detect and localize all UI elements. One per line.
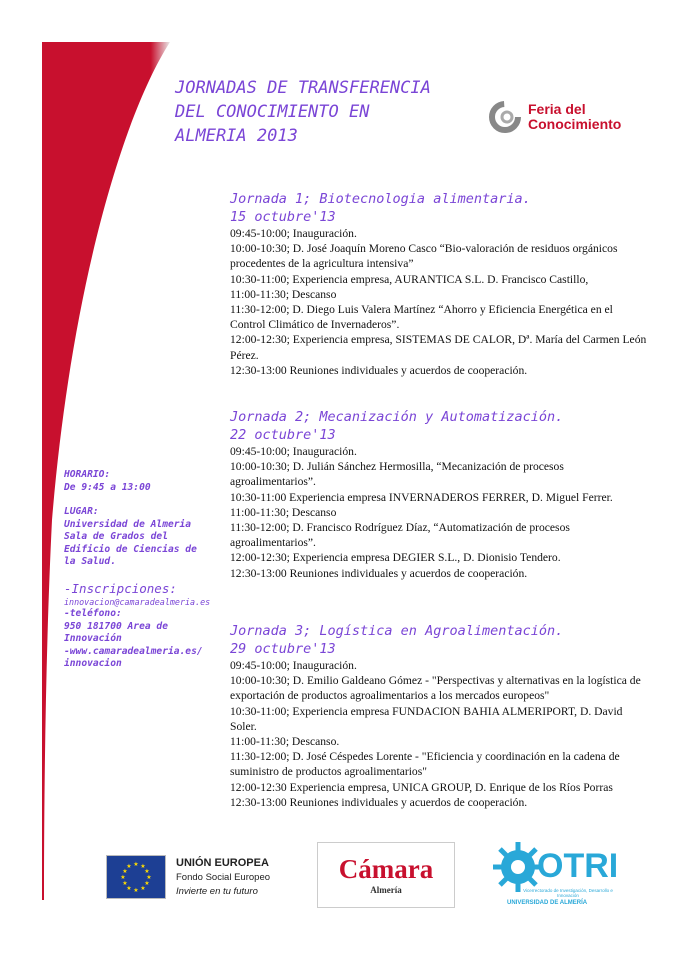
schedule-item: 12:30-13:00 Reuniones individuales y acuerdos de cooperación.: [230, 363, 528, 377]
svg-text:★: ★: [126, 864, 132, 870]
feria-conocimiento-logo: [488, 100, 621, 134]
camara-name: Cámara: [338, 854, 434, 884]
email-link[interactable]: innovacion@camaradealmeria.es: [64, 596, 211, 607]
schedule-item: 09:45-10:00; Inauguración.: [230, 445, 357, 458]
telefono-label: -teléfono:: [64, 608, 122, 619]
otri-logo: [493, 842, 619, 908]
svg-text:★: ★: [120, 875, 126, 881]
svg-text:★: ★: [144, 881, 150, 887]
schedule-item: 10:30-11:00; Experiencia empresa FUNDACION BAHIA ALMERIPORT, D. David Soler.: [230, 704, 623, 733]
title-line: JORNADAS DE TRANSFERENCIA: [175, 78, 431, 98]
schedule-item: 10:00-10:30; D. Julián Sánchez Hermosilla, “Mecanización de procesos agroalimentarios”.: [230, 460, 564, 489]
jornada-heading: Jornada 1; Biotecnologia alimentaria.: [230, 191, 531, 207]
jornada-date: 22 octubre'13: [230, 427, 336, 443]
svg-text:★: ★: [146, 875, 152, 881]
svg-text:★: ★: [126, 886, 132, 892]
schedule-item: 09:45-10:00; Inauguración.: [230, 227, 357, 240]
svg-text:★: ★: [122, 881, 128, 887]
schedule-item: 11:00-11:30; Descanso: [230, 505, 337, 519]
jornada-date: 29 octubre'13: [230, 641, 336, 657]
camara-almeria-logo: [317, 842, 455, 908]
feria-logo-icon: [488, 100, 522, 134]
event-info-sidebar: [64, 469, 214, 671]
jornada-2: [230, 408, 650, 581]
svg-text:★: ★: [140, 864, 146, 870]
schedule-item: 11:30-12:00; D. Diego Luis Valera Martínez “Ahorro y Eficiencia Energética en el Control Climático de Invernaderos”.: [230, 303, 613, 332]
schedule-item: 10:30-11:00 Experiencia empresa INVERNADEROS FERRER, D. Miguel Ferrer.: [230, 490, 613, 504]
eu-logo: [106, 855, 270, 899]
schedule-item: 12:30-13:00 Reuniones individuales y acuerdos de cooperación.: [230, 566, 528, 580]
otri-sun-icon: [493, 842, 543, 892]
jornada-1: [230, 190, 650, 378]
schedule-item: 12:00-12:30; Experiencia empresa, SISTEMAS DE CALOR, Dª. María del Carmen León Pérez.: [230, 333, 647, 362]
otri-name: OTRI: [537, 847, 619, 885]
feria-logo-text: Feria del: [528, 101, 586, 117]
eu-flag-icon: [106, 855, 166, 899]
schedule-item: 11:30-12:00; D. José Céspedes Lorente - "Eficiencia y coordinación en la cadena de suministro de productos agroalimentarios": [230, 750, 620, 779]
schedule-item: 10:00-10:30; D. José Joaquín Moreno Casco “Bio-valoración de residuos orgánicos procedentes de la agricultura intensiva”: [230, 242, 618, 271]
telefono-value: 950 181700 Area de Innovación: [64, 620, 168, 644]
jornada-date: 15 octubre'13: [230, 209, 336, 225]
website-link[interactable]: -www.camaradealmeria.es/ innovacion: [64, 645, 203, 669]
schedule-item: 12:00-12:30 Experiencia empresa, UNICA GROUP, D. Enrique de los Ríos Porras: [230, 780, 613, 794]
otri-sub: Vicerrectorado de Investigación, Desarrollo e Innovación: [523, 888, 613, 898]
eu-subtitle: Fondo Social Europeo: [176, 871, 271, 883]
schedule-item: 11:00-11:30; Descanso.: [230, 735, 340, 749]
schedule-item: 09:45-10:00; Inauguración.: [230, 659, 357, 672]
feria-logo-text: Conocimiento: [528, 116, 622, 132]
title-line: ALMERIA 2013: [175, 126, 298, 146]
jornada-3: [230, 622, 650, 810]
document-title: [175, 76, 431, 148]
lugar-label: LUGAR:: [64, 506, 99, 517]
lugar-line: Sala de Grados del: [64, 531, 168, 542]
schedule-item: 11:00-11:30; Descanso: [230, 287, 337, 301]
jornada-heading: Jornada 2; Mecanización y Automatización.: [230, 409, 564, 425]
title-line: DEL CONOCIMIENTO EN: [175, 102, 370, 122]
schedule-item: 10:30-11:00; Experiencia empresa, AURANTICA S.L. D. Francisco Castillo,: [230, 272, 589, 286]
lugar-line: Edificio de Ciencias de: [64, 543, 197, 555]
lugar-line: Universidad de Almeria: [64, 518, 192, 530]
inscripciones-label: -Inscripciones:: [64, 580, 177, 596]
horario-value: De 9:45 a 13:00: [64, 481, 151, 493]
schedule-item: 10:00-10:30; D. Emilio Galdeano Gómez - "Perspectivas y alternativas en la logística de exportación de productos agroalimentarios a los mercados europeos": [230, 674, 641, 703]
svg-text:★: ★: [133, 888, 139, 894]
schedule-item: 11:30-12:00; D. Francisco Rodríguez Díaz, “Automatización de procesos agroalimentarios”.: [230, 521, 570, 550]
lugar-line: la Salud.: [64, 556, 116, 567]
svg-text:★: ★: [144, 869, 150, 875]
eu-slogan: Invierte en tu futuro: [176, 885, 258, 897]
camara-city: Almería: [370, 885, 402, 895]
horario-label: HORARIO:: [64, 469, 111, 480]
eu-title: UNIÓN EUROPEA: [176, 856, 269, 869]
svg-text:★: ★: [122, 869, 128, 875]
jornada-heading: Jornada 3; Logística en Agroalimentación.: [230, 623, 564, 639]
svg-text:★: ★: [133, 862, 139, 868]
schedule-item: 12:00-12:30; Experiencia empresa DEGIER S.L., D. Dionisio Tendero.: [230, 551, 561, 565]
otri-university: UNIVERSIDAD DE ALMERÍA: [507, 900, 588, 906]
svg-text:★: ★: [140, 886, 146, 892]
schedule-item: 12:30-13:00 Reuniones individuales y acuerdos de cooperación.: [230, 795, 528, 809]
